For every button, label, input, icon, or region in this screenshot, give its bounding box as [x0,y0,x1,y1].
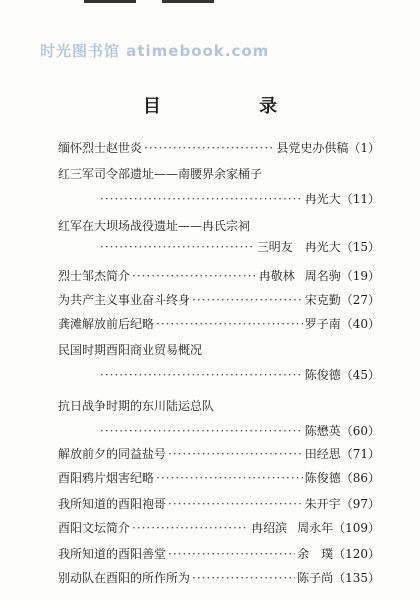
entry-author: 周永年 [297,521,334,535]
toc-entry[interactable] [58,342,380,388]
entry-page: （135） [333,571,380,585]
page-edge-mark [162,0,214,3]
leader-dots [132,520,249,537]
toc-entry[interactable] [58,292,380,316]
entry-title: 我所知道的酉阳袍哥 [58,497,167,511]
entry-title: 解放前夕的同益盐号 [58,447,167,461]
entry-page: （45） [340,368,380,382]
toc-entry[interactable] [58,398,380,446]
page-edge-mark [84,0,136,3]
entry-page: （120） [333,547,380,561]
leader-dots [100,191,303,208]
toc-entry[interactable] [58,520,380,546]
entry-title: 烈士邹杰简介 [58,269,131,283]
entry-author: 陈俊德 [304,368,341,382]
entry-page: （19） [340,269,380,283]
leader-dots [192,570,295,587]
toc-entry[interactable] [58,446,380,470]
entry-title: 酉阳文坛简介 [58,521,131,535]
entry-author: 罗子南 [304,317,341,331]
entry-page: （27） [340,293,380,307]
leader-dots [100,423,303,440]
leader-dots [192,292,303,309]
entry-title: 红军在大坝场战役遗址——冉氏宗祠 [58,219,251,233]
leader-dots [144,140,274,157]
leader-dots [168,446,303,463]
entry-author: 陈子尚 [297,571,334,585]
toc-entry[interactable] [58,166,380,218]
watermark: 时光图书馆 atimebook.com [40,42,270,60]
entry-title: 别动队在酉阳的所作所为 [58,571,191,585]
entry-title: 民国时期酉阳商业贸易概况 [58,343,203,357]
entry-title: 红三军司令部遗址——南腰界余家桶子 [58,167,263,181]
leader-dots [100,239,255,256]
entry-author: 余 璞 [297,547,334,561]
leader-dots [156,316,303,333]
entry-author: 陈懋英 [304,424,341,438]
entry-author: 县党史办供稿 [276,141,349,155]
entry-title: 缅怀烈士赵世炎 [58,141,143,155]
entry-title: 为共产主义事业奋斗终身 [58,293,191,307]
entry-title: 酉阳鸦片烟害纪略 [58,471,155,485]
entry-page: （40） [340,317,380,331]
entry-author: 朱开宇 [304,497,341,511]
toc-entry[interactable] [58,496,380,520]
toc-entry[interactable] [58,316,380,342]
entry-title: 我所知道的酉阳善堂 [58,547,167,561]
entry-page: （60） [340,424,380,438]
entry-author: 陈俊德 [304,471,341,485]
toc-list [58,140,380,594]
entry-title: 龚滩解放前后纪略 [58,317,155,331]
entry-author: 三明友 冉光大 [256,240,341,254]
entry-author: 冉绍滨 [251,521,288,535]
entry-page: （15） [340,240,380,254]
toc-entry[interactable] [58,218,380,268]
leader-dots [168,546,295,563]
entry-author: 周名驹 [304,269,341,283]
entry-page: （1） [348,141,380,155]
entry-author: 宋克勤 [304,293,341,307]
entry-page: （11） [340,192,380,206]
entry-author: 冉敬林 [258,269,295,283]
entry-author: 田经思 [304,447,341,461]
entry-page: （86） [340,471,380,485]
entry-page: （71） [340,447,380,461]
entry-author: 冉光大 [304,192,341,206]
leader-dots [168,496,303,513]
toc-entry[interactable] [58,546,380,570]
leader-dots [156,470,303,487]
entry-title: 抗日战争时期的东川陆运总队 [58,399,215,413]
toc-entry[interactable] [58,140,380,166]
toc-entry[interactable] [58,570,380,594]
entry-page: （109） [333,521,380,535]
toc-entry[interactable] [58,268,380,292]
leader-dots [100,367,303,384]
leader-dots [132,268,257,285]
toc-entry[interactable] [58,470,380,496]
entry-page: （97） [340,497,380,511]
page-title: 目 录 [142,96,324,117]
